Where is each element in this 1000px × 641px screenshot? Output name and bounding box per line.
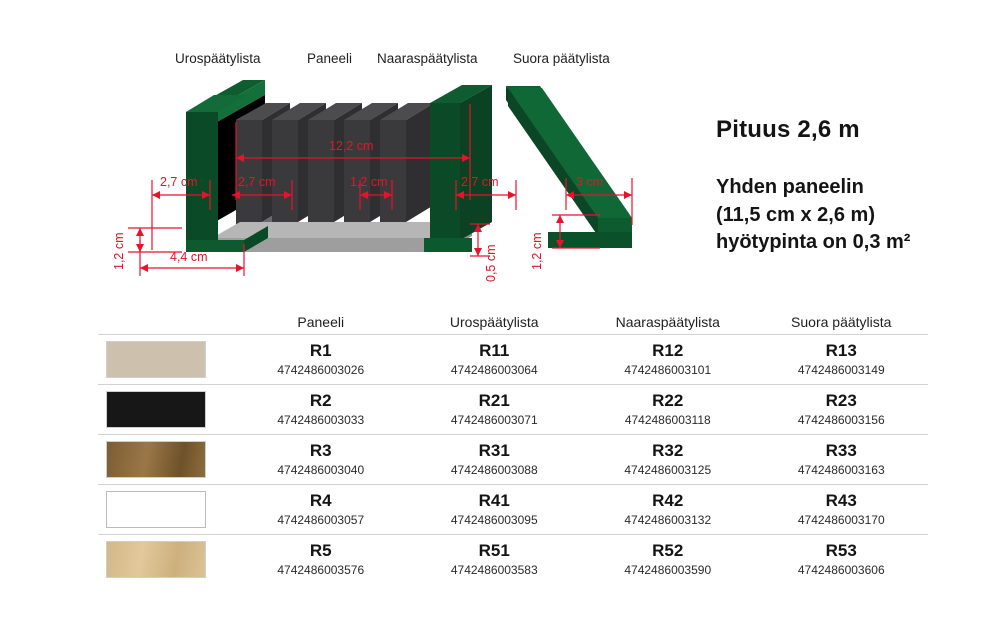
product-ean: 4742486003033 (277, 413, 365, 428)
spec-coverage-line1: Yhden paneelin (716, 176, 864, 198)
product-spec-text (716, 116, 986, 257)
cell-suora-paatylista (755, 491, 929, 527)
spec-coverage-line2: (11,5 cm x 2,6 m) (716, 203, 875, 226)
table-row (98, 485, 928, 534)
product-ean: 4742486003170 (797, 513, 885, 528)
color-swatch (106, 341, 206, 378)
product-code: R43 (825, 491, 857, 511)
table-row (98, 385, 928, 434)
swatch-cell (98, 541, 234, 578)
product-ean: 4742486003590 (624, 563, 712, 578)
product-code: R32 (652, 441, 684, 461)
swatch-cell (98, 441, 234, 478)
product-code: R23 (825, 391, 857, 411)
cell-suora-paatylista (755, 341, 929, 377)
product-code: R42 (652, 491, 684, 511)
panel-ribs (236, 103, 434, 238)
table-row (98, 535, 928, 584)
label-urospaatylista: Urospäätylista (175, 51, 261, 66)
product-ean: 4742486003040 (277, 463, 365, 478)
swatch-cell (98, 391, 234, 428)
color-swatch (106, 441, 206, 478)
cell-urospaatylista (408, 491, 582, 527)
product-code: R31 (478, 441, 510, 461)
product-ean: 4742486003606 (797, 563, 885, 578)
product-ean: 4742486003071 (450, 413, 538, 428)
dim-4-4cm: 4,4 cm (170, 250, 208, 264)
header-naaraspaatylista: Naaraspäätylista (615, 314, 720, 330)
product-code: R53 (825, 541, 857, 561)
product-ean: 4742486003132 (624, 513, 712, 528)
product-ean: 4742486003101 (624, 363, 712, 378)
product-ean: 4742486003088 (450, 463, 538, 478)
dim-1-2cm-right: 1,2 cm (530, 232, 544, 270)
product-ean: 4742486003026 (277, 363, 365, 378)
cell-urospaatylista (408, 341, 582, 377)
cell-naaraspaatylista (581, 441, 755, 477)
table-row (98, 335, 928, 384)
spec-coverage-line3: hyötypinta on 0,3 m² (716, 231, 911, 254)
product-code: R41 (478, 491, 510, 511)
color-swatch (106, 491, 206, 528)
product-code-table (98, 300, 928, 584)
product-code: R2 (309, 391, 332, 411)
dim-1-2cm-top: 1,2 cm (350, 175, 388, 189)
cell-urospaatylista (408, 391, 582, 427)
table-header-row (98, 300, 928, 334)
straight-end-piece-body (508, 88, 632, 248)
swatch-cell (98, 491, 234, 528)
dim-2-7cm-c: 2,7 cm (461, 175, 499, 189)
label-suora-paatylista: Suora päätylista (513, 51, 610, 66)
cell-urospaatylista (408, 541, 582, 577)
cell-suora-paatylista (755, 441, 929, 477)
color-swatch (106, 391, 206, 428)
product-code: R11 (479, 341, 510, 361)
cell-naaraspaatylista (581, 341, 755, 377)
color-swatch (106, 541, 206, 578)
cell-naaraspaatylista (581, 541, 755, 577)
header-paneeli: Paneeli (297, 314, 345, 330)
cell-naaraspaatylista (581, 491, 755, 527)
dim-3cm: 3 cm (576, 175, 604, 189)
cell-paneeli (234, 391, 408, 427)
product-code: R3 (309, 441, 332, 461)
product-ean: 4742486003163 (797, 463, 885, 478)
product-code: R51 (478, 541, 510, 561)
product-code: R52 (652, 541, 684, 561)
product-code: R4 (309, 491, 332, 511)
dim-2-7cm-b: 2,7 cm (238, 175, 276, 189)
cell-suora-paatylista (755, 541, 929, 577)
header-suora-paatylista: Suora päätylista (791, 314, 892, 330)
cell-paneeli (234, 341, 408, 377)
dim-2-7cm-a: 2,7 cm (160, 175, 198, 189)
product-code: R1 (309, 341, 332, 361)
female-end-strip (424, 85, 492, 252)
label-naaraspaatylista: Naaraspäätylista (377, 51, 478, 66)
cell-paneeli (234, 441, 408, 477)
label-paneeli: Paneeli (307, 51, 353, 66)
cell-urospaatylista (408, 441, 582, 477)
cell-suora-paatylista (755, 391, 929, 427)
product-ean: 4742486003064 (450, 363, 538, 378)
dim-1-2cm-left: 1,2 cm (112, 232, 126, 270)
spec-coverage (716, 174, 986, 257)
product-code: R21 (478, 391, 510, 411)
product-code: R22 (652, 391, 684, 411)
product-ean: 4742486003149 (797, 363, 885, 378)
header-urospaatylista: Urospäätylista (449, 314, 539, 330)
product-ean: 4742486003118 (624, 413, 711, 428)
product-ean: 4742486003057 (277, 513, 365, 528)
product-ean: 4742486003156 (797, 413, 885, 428)
cell-paneeli (234, 541, 408, 577)
cell-paneeli (234, 491, 408, 527)
product-code: R33 (825, 441, 857, 461)
product-code: R13 (825, 341, 857, 361)
swatch-cell (98, 341, 234, 378)
product-code: R12 (652, 341, 684, 361)
product-ean: 4742486003125 (624, 463, 712, 478)
product-ean: 4742486003583 (450, 563, 538, 578)
cell-naaraspaatylista (581, 391, 755, 427)
product-ean: 4742486003576 (277, 563, 365, 578)
dim-0-5cm: 0,5 cm (484, 244, 498, 282)
dim-12-2cm: 12,2 cm (329, 139, 374, 153)
table-row (98, 435, 928, 484)
product-code: R5 (309, 541, 332, 561)
spec-length: Pituus 2,6 m (716, 116, 860, 143)
product-ean: 4742486003095 (450, 513, 538, 528)
